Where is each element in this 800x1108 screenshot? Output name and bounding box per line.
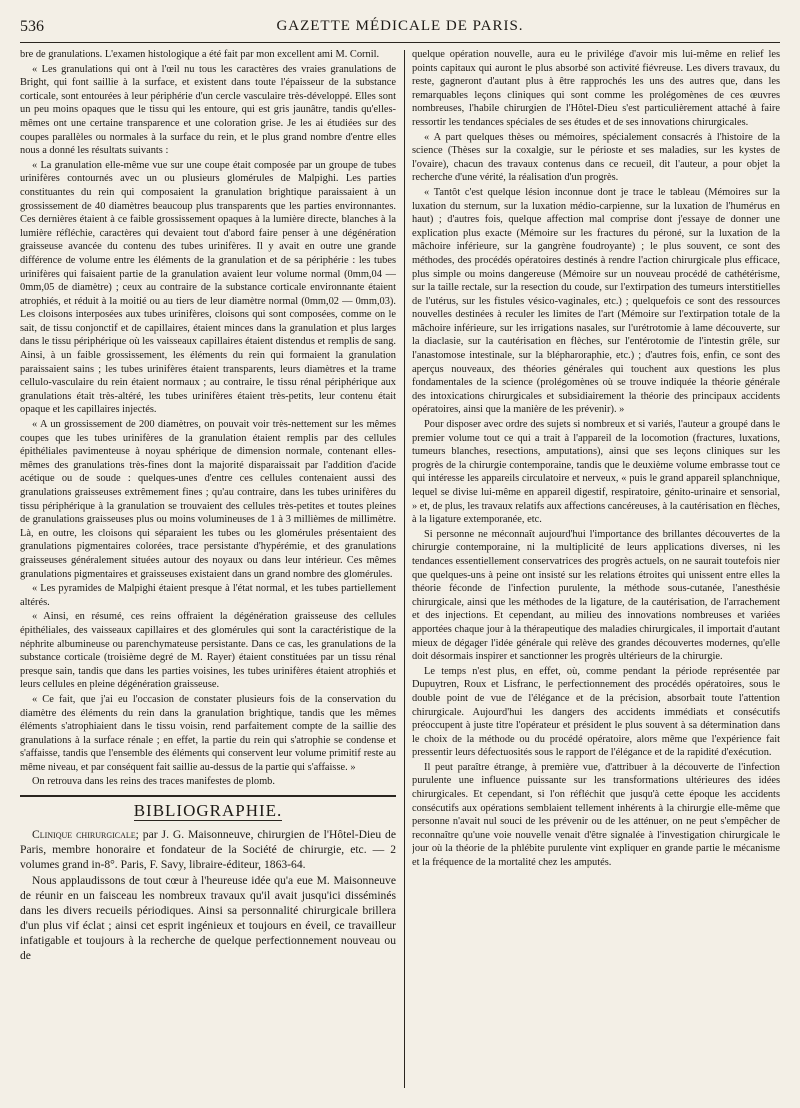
journal-title: GAZETTE MÉDICALE DE PARIS. bbox=[276, 18, 524, 34]
bibliography-title: BIBLIOGRAPHIE. bbox=[133, 801, 283, 821]
paragraph: Le temps n'est plus, en effet, où, comme pendant la période représentée par Dupuytren, Roux et Lisfranc, le perfectionnement des procédés opératoires, sous le double point de vue de l'élégance et de la précision, absorbait toute l'attention chirurgicale. Aujourd'hui les dangers des accidents immédiats et consécutifs préoccupent à juste titre l'opérateur et président le plus souvent à sa détermination dans le choix de la méthode ou du procédé opératoire, alors même que l'expérience fait pressentir leurs défectuosités sous le rapport de l'élégance et de la rapidité d'exécution. bbox=[412, 665, 780, 759]
entry-title: Clinique chirurgicale bbox=[32, 828, 136, 842]
paragraph: « Tantôt c'est quelque lésion inconnue dont je trace le tableau (Mémoires sur la luxation du sternum, sur la luxation médio-carpienne, sur la luxation de l'humérus en haut) ; d'autres fois, quelque affection mal comprise dont j'essaye de donner une explication plus exacte (Mémoire sur les fractures du péroné, sur la luxation de la mâchoire inférieure, sur la gangrène foudroyante) ; le plus souvent, ce sont des méthodes, des procédés opératoires destinés à rendre l'action chirurgicale plus efficace, plus simple ou moins dangereuse (Mémoire sur un nouveau procédé de cathétérisme, sur la taille rectale, sur la resection du coude, sur l'extirpation des tumeurs interstitielles de l'utérus, sur les fistules vésico-vaginales, etc.) ; quelquefois ce sont des ressources nouvelles destinées à reculer les limites de l'art (Mémoire sur l'extirpation totale de la mâchoire inférieure, sur les irrigations nasales, sur l'urétrotomie à lame découverte, sur la diaclasie, sur la cautérisation en flèches, sur l'entérotomie de l'intestin grêle, sur l'anastomose intestinale, sur la blépharoraphie, etc.) ; d'autres fois, enfin, ce sont des aperçus nouveaux, des théories générales qui touchent aux questions les plus fondamentales de la science (prolégomènes où se trouve indiquée la théorie générale des intoxications chirurgicales et subsidiairement la théorie des principaux accidents opératoires, ainsi que la manière de les prévenir). » bbox=[412, 186, 780, 416]
page-number: 536 bbox=[20, 18, 44, 35]
bibliography-entry bbox=[20, 827, 396, 872]
paragraph: « Ainsi, en résumé, ces reins offraient la dégénération graisseuse des cellules épithéliales, des vaisseaux capillaires et des glomérules qui sont la caractéristique de la néphrite albumineuse ou parenchymateuse persistante. Dans ce cas, les granulations de la substance corticale (troisième degré de M. Rayer) étaient constituées par un tissu rénal presque sain, tandis que dans les parties voisines, les tubes urinifères étaient atrophiés et leurs cellules en pleine dégénération graisseuse. bbox=[20, 611, 396, 691]
column-rule bbox=[404, 50, 405, 1088]
paragraph: On retrouva dans les reins des traces manifestes de plomb. bbox=[32, 776, 275, 788]
paragraph: « A un grossissement de 200 diamètres, on pouvait voir très-nettement sur les mêmes coupes que les tubes urinifères de la granulation étaient remplis par des cellules épithéliales pavimenteuse à noyau sphérique de dimension normale, contenant elles-mêmes des granulations très-fines dont la majorité disparaissait par l'addition d'acide acétique ou de soude : quelques-unes d'entre ces cellules contenaient aussi des granulations graisseuses extrêmement fines ; qu'au contraire, dans les tubes urinifères du tissu périphérique à la granulation se trouvaient des cellules très-petites et toutes pleines de granulations graisseuses plus ou moins volumineuses de 1 à 3 millièmes de millimètre. Là, en outre, les cloisons qui séparaient les tubes ou les glomérules présentaient des granulations pigmentaires colorées, trace persistante d'hypérémie, et des granulations graisseuses généralement situées autour des noyaux ou dans leur intérieur. Ces mêmes granulations pigmentaires et graisseuses existaient dans un grand nombre des glomérules. bbox=[20, 419, 396, 580]
left-column bbox=[20, 48, 396, 1090]
paragraph: « Les pyramides de Malpighi étaient presque à l'état normal, et les tubes partiellement altérés. bbox=[20, 583, 396, 608]
paragraph: Pour disposer avec ordre des sujets si nombreux et si variés, l'auteur a groupé dans le premier volume tout ce qui a trait à l'appareil de la locomotion (fractures, luxations, tumeurs blanches, resections, amputations), ainsi que ses leçons cliniques sur les progrès de la chirurgie contemporaine, tandis que le deuxième volume embrasse tout ce qui intéresse les appareils circulatoire et nerveux, « puis le grand appareil splanchnique, lequel se divise lui-même en appareil digestif, respiratoire, génito-urinaire et sensorial, » et, de plus, les travaux relatifs aux affections cancéreuses, à la cautérisation en flèches, à la ligature extemporanée, etc. bbox=[412, 419, 780, 526]
paragraph: Il peut paraître étrange, à première vue, d'attribuer à la découverte de l'infection purulente une influence puissante sur les transformations ultérieures des idées chirurgicales. Et cependant, si l'on réfléchit que jusqu'à cette époque les accidents consécutifs aux opérations semblaient tellement inhérents à la chirurgie elle-même que personne n'avait nul souci de les prévenir ou de les atténuer, on ne peut s'empêcher de reconnaître qu'une voie nouvelle venait d'être signalée à l'investigation chirurgicale le jour où la théorie de la phlébite purulente vint expliquer en grande partie le mécanisme et la fréquence de la mortalité chez les amputés. bbox=[412, 761, 780, 869]
paragraph: « La granulation elle-même vue sur une coupe était composée par un groupe de tubes urinifères contournés avec un ou plusieurs glomérules de Malpighi. Les parties constituantes du rein qui composaient la granulation brightique paraissaient à un grossissement de 40 diamètres beaucoup plus transparents que les parties environnantes. Ces dernières étaient à ce faible grossissement opaques à la lumière directe, blanches à la lumière réfléchie, caractères qui devaient tout d'abord faire penser à une dégénération graisseuse avancée du contenu des tubes urinifères. Il y avait en outre une grande différence de volume entre les éléments de la granulation et de sa périphérie : les tubes urinifères qui faisaient partie de la granulation avaient leur volume normal (0mm,04 — 0mm,05 de diamètre) ; ceux au contraire de la substance corticale environnante étaient atrophiés, et réduit à la moitié ou au tiers de leur diamètre normal (0mm,02 — 0mm,03). Les cloisons interposées aux tubes urinifères, cloisons qui sont composées, comme on le sait, de tissu conjonctif et de capillaires, étaient minces dans la granulation et plus larges dans le tissu périphérique où les vaisseaux capillaires étaient distendus et remplis de sang. Ainsi, à un faible grossissement, les éléments du rein qui formaient la granulation paraissaient sains ; les tubes urinifères étaient transparents, leurs diamètres et la trame cellulo-vasculaire du rein étaient normaux ; au contraire, le tissu rénal périphérique aux granulations était très-altéré, les tubes urinifères étaient très-petits, leur contenu était opaque et les capillaires injectés. bbox=[20, 159, 396, 416]
paragraph: quelque opération nouvelle, aura eu le privilége d'avoir mis lui-même en relief les points capitaux qui auront le plus absorbé son activité fiévreuse. Les divers travaux, du reste, gagneront d'autant plus à être rapprochés les uns des autres que, dans les remarquables leçons cliniques qui sont comme les prolégomènes de ces œuvres nombreuses, l'habile chirurgien de l'Hôtel-Dieu s'est particulièrement attaché à faire ressortir les tendances spéciales de ses études et de ses innovations chirurgicales. bbox=[412, 49, 780, 128]
page-header bbox=[20, 18, 780, 43]
review-paragraph: Nous applaudissons de tout cœur à l'heureuse idée qu'a eue M. Maisonneuve de réunir en un faisceau les nombreux travaux qu'il avait jusqu'ici disséminés dans les divers recueils périodiques. Ainsi sa personnalité chirurgicale brillera d'un plus vif éclat ; ainsi cet esprit ingénieux et toujours en éveil, ce travailleur infatigable et toujours à la recherche de quelque perfectionnement nouveau ou de bbox=[20, 874, 396, 963]
right-column bbox=[412, 48, 780, 1090]
paragraph: Si personne ne méconnaît aujourd'hui l'importance des brillantes découvertes de la chirurgie contemporaine, ni la multiplicité de leurs applications diverses, ni les tendances essentiellement conservatrices des progrès actuels, on ne saurait toutefois nier que quelques-uns à peine ont insisté sur les relations étroites qui unissent entre elles la théorie féconde de l'infection purulente, la méthode sous-cutanée, l'anesthésie chirurgicale, ainsi que les méthodes de la ligature, de la cautérisation, de l'arrachement et des injections. Et cependant, au milieu des innovations nombreuses et variées apportées chaque jour à la thérapeutique des maladies chirurgicales, il importait d'autant mieux de dégager l'idée générale qui relève des grandes découvertes modernes, qu'elle doit désormais inspirer et sanctionner les progrès ultérieurs de la chirurgie. bbox=[412, 528, 780, 663]
bibliography-heading bbox=[20, 801, 396, 821]
paragraph: « Ce fait, que j'ai eu l'occasion de constater plusieurs fois de la conservation du diamètre des éléments du rein dans la granulation brightique, tandis que les mêmes éléments s'atrophiaient dans le tissu voisin, rend parfaitement compte de la saillie des granulations à la surface rénale ; en effet, la partie du rein qui s'atrophie se condense et s'affaisse, tandis que l'ensemble des éléments qui conservent leur volume primitif reste au même niveau, et par conséquent fait saillie au-dessus de la partie qui s'affaisse. » bbox=[20, 693, 396, 773]
paragraph: « A part quelques thèses ou mémoires, spécialement consacrés à l'histoire de la science (Thèses sur la coxalgie, sur le périoste et ses maladies, sur les kystes de l'ovaire), chacun des travaux contenus dans ce recueil, dit l'auteur, a pour objet la recherche d'une vérité, la réalisation d'un progrès. bbox=[412, 131, 780, 184]
section-divider bbox=[20, 795, 396, 797]
entry-text: ; par J. G. Maisonneuve, chirurgien de l'Hôtel-Dieu de Paris, membre honoraire et fondateur de la Société de chirurgie, etc. — 2 volumes grand in-8°. Paris, F. Savy, libraire-éditeur, 1863-64. bbox=[20, 828, 396, 872]
paragraph: bre de granulations. L'examen histologique a été fait par mon excellent ami M. Cornil. bbox=[20, 49, 380, 60]
paragraph: « Les granulations qui ont à l'œil nu tous les caractères des vraies granulations de Bright, qui font saillie à la surface, et existent dans toute l'épaisseur de la substance corticale, sont entourées à leur périphérie d'un cercle vasculaire très-développé. Elles sont un peu moins opaques que le tissu qui les entoure, qui est gris jaunâtre, tandis qu'elles-mêmes ont une certaine transparence et une coloration grise. Je les ai étudiées sur des coupes parallèles ou normales à la surface du rein, et le plus grand nombre d'entre elles nous a donné les résultats suivants : bbox=[20, 63, 396, 157]
